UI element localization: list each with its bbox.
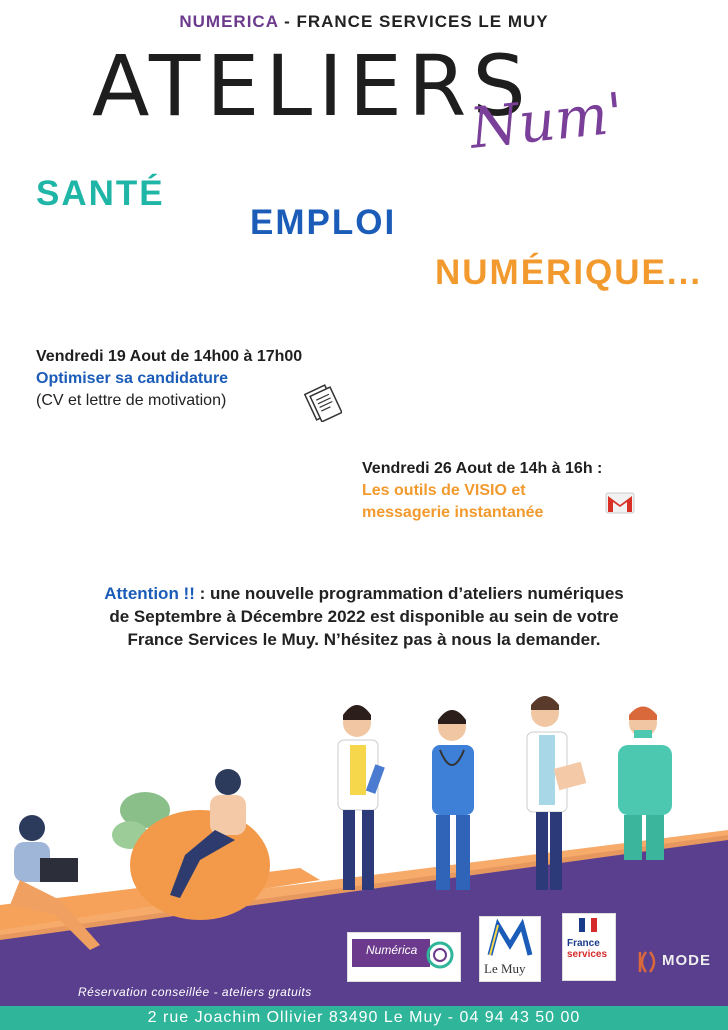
attention-notice <box>40 582 688 651</box>
event-2-date: Vendredi 26 Aout de 14h à 16h : <box>362 460 603 477</box>
event-2-topic-line1: Les outils de VISIO et <box>362 482 526 499</box>
keyword-emploi: EMPLOI <box>250 203 397 242</box>
logo-numerica <box>347 932 461 982</box>
header-brand: NUMERICA <box>179 12 279 31</box>
gmail-icon <box>605 492 635 519</box>
attention-line3: France Services le Muy. N’hésitez pas à nous la demander. <box>127 630 601 649</box>
logo-mode <box>636 950 716 978</box>
logo-france-services <box>562 913 616 981</box>
logo-mode-text: MODE <box>662 952 711 969</box>
page-title: ATELIERS <box>92 37 532 135</box>
surgeon-illustration <box>618 707 672 861</box>
logo-fs-line1: France <box>567 938 600 949</box>
header-line <box>0 12 728 32</box>
footer-address: 2 rue Joachim Ollivier 83490 Le Muy - 04 94 43 50 00 <box>0 1006 728 1030</box>
logo-lemuy <box>479 916 541 982</box>
header-subtitle: FRANCE SERVICES LE MUY <box>296 12 549 31</box>
nurse-illustration <box>432 710 474 890</box>
reservation-note: Réservation conseillée - ateliers gratuits <box>78 985 312 999</box>
doctor-1-illustration <box>338 705 385 890</box>
logo-lemuy-text: Le Muy <box>484 961 526 976</box>
beanbag <box>130 810 270 920</box>
page-title-script: Num' <box>466 81 627 162</box>
keyword-numerique: NUMÉRIQUE... <box>435 253 703 292</box>
header-separator: - <box>278 12 297 31</box>
event-1-date: Vendredi 19 Aout de 14h00 à 17h00 <box>36 348 303 365</box>
document-icon <box>302 384 342 427</box>
event-1-topic: Optimiser sa candidature <box>36 370 229 387</box>
event-1-detail: (CV et lettre de motivation) <box>36 392 227 409</box>
logo-fs-line2: services <box>567 949 608 960</box>
attention-line1: : une nouvelle programmation d’ateliers numériques <box>194 584 624 603</box>
event-2 <box>362 458 602 524</box>
keyword-sante: SANTÉ <box>36 174 165 213</box>
attention-line2: de Septembre à Décembre 2022 est disponible au sein de votre <box>109 607 619 626</box>
event-2-topic-line2: messagerie instantanée <box>362 504 544 521</box>
attention-label: Attention !! <box>104 584 195 603</box>
logo-numerica-text: Numérica <box>366 943 418 957</box>
event-1 <box>36 346 302 412</box>
